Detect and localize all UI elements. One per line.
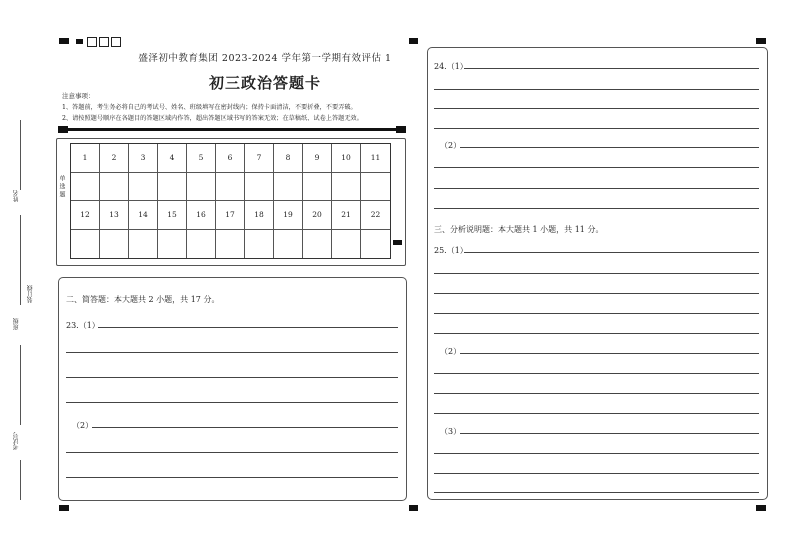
choice-answer-cell[interactable] [129,173,158,202]
answer-line[interactable] [434,273,759,274]
section3-title: 三、分析说明题：本大题共 1 小题，共 11 分。 [434,225,604,234]
q25-3-label: （3） [440,427,462,436]
answer-line[interactable] [434,413,759,414]
q25-2-label: （2） [440,347,462,356]
choice-number: 17 [216,201,245,230]
choice-answer-cell[interactable] [361,230,390,259]
answer-line[interactable] [66,352,398,353]
answer-line[interactable] [434,89,759,90]
card-title: 初三政治答题卡 [208,74,321,92]
choice-number: 7 [245,144,274,173]
choice-answer-cell[interactable] [158,173,187,202]
choice-answer-cell[interactable] [274,173,303,202]
choice-number: 16 [187,201,216,230]
q25-label: 25.（1） [434,246,468,255]
notice-item: 2、请按照题号顺序在各题目的答题区域内作答，超出答题区域书写的答案无效；在草稿纸、试卷上答题无效。 [62,115,363,122]
q24-label: 24.（1） [434,62,468,71]
answer-line[interactable] [434,492,759,493]
section2-panel [58,277,407,501]
choice-number: 8 [274,144,303,173]
alignment-mark [409,505,418,511]
side-name-label: 姓名 [13,190,20,202]
choice-number: 9 [303,144,332,173]
alignment-mark [409,38,418,44]
alignment-mark [58,126,68,133]
q23-2-label: （2） [72,421,94,430]
answer-line[interactable] [434,473,759,474]
choice-number: 15 [158,201,187,230]
choice-label: 单选题 [58,175,65,199]
side-divider [20,120,21,190]
barcode-box [99,37,109,47]
answer-line[interactable] [66,452,398,453]
side-divider [20,215,21,305]
choice-number: 11 [361,144,390,173]
alignment-mark [76,39,83,44]
choice-number: 10 [332,144,361,173]
choice-number: 12 [71,201,100,230]
alignment-mark [396,126,406,133]
answer-line[interactable] [434,167,759,168]
choice-number: 20 [303,201,332,230]
alignment-mark [59,505,69,511]
choice-answer-cell[interactable] [187,173,216,202]
side-divider [20,345,21,425]
choice-answer-cell[interactable] [216,230,245,259]
choice-number: 14 [129,201,158,230]
exam-title: 盛泽初中教育集团 2023-2024 学年第一学期有效评估 1 [138,53,392,64]
choice-answer-cell[interactable] [245,173,274,202]
answer-line[interactable] [434,333,759,334]
answer-line[interactable] [92,427,398,428]
divider-bar [62,128,402,131]
choice-number: 19 [274,201,303,230]
answer-line[interactable] [460,147,759,148]
choice-number: 13 [100,201,129,230]
answer-line[interactable] [434,188,759,189]
answer-line[interactable] [460,433,759,434]
answer-line[interactable] [434,208,759,209]
alignment-mark [59,38,69,44]
choice-number: 5 [187,144,216,173]
choice-number: 6 [216,144,245,173]
answer-line[interactable] [66,377,398,378]
barcode-box [111,37,121,47]
choice-number: 18 [245,201,274,230]
q23-label: 23.（1） [66,321,100,330]
side-examno-label: 考试号 [13,432,20,450]
q24-2-label: （2） [440,141,462,150]
answer-line[interactable] [434,293,759,294]
choice-answer-cell[interactable] [361,173,390,202]
choice-grid [70,143,391,259]
choice-answer-cell[interactable] [129,230,158,259]
choice-answer-cell[interactable] [303,173,332,202]
answer-line[interactable] [66,402,398,403]
answer-line[interactable] [460,353,759,354]
choice-answer-cell[interactable] [332,230,361,259]
answer-line[interactable] [464,68,759,69]
choice-answer-cell[interactable] [216,173,245,202]
choice-number: 2 [100,144,129,173]
answer-line[interactable] [98,327,398,328]
answer-line[interactable] [434,393,759,394]
choice-answer-cell[interactable] [187,230,216,259]
choice-answer-cell[interactable] [100,173,129,202]
choice-answer-cell[interactable] [303,230,332,259]
section2-title: 二、简答题：本大题共 2 小题，共 17 分。 [66,295,220,304]
choice-answer-cell[interactable] [332,173,361,202]
choice-answer-cell[interactable] [158,230,187,259]
choice-number: 4 [158,144,187,173]
choice-answer-cell[interactable] [71,173,100,202]
choice-number: 22 [361,201,390,230]
answer-line[interactable] [434,453,759,454]
alignment-mark [756,38,766,44]
choice-number: 3 [129,144,158,173]
choice-number: 21 [332,201,361,230]
answer-line[interactable] [66,477,398,478]
answer-line[interactable] [464,252,759,253]
choice-answer-cell[interactable] [71,230,100,259]
notice-heading: 注意事项： [62,92,95,100]
alignment-mark [756,505,766,511]
choice-number: 1 [71,144,100,173]
choice-answer-cell[interactable] [245,230,274,259]
side-class-label: 班级 [13,318,20,330]
answer-line[interactable] [434,373,759,374]
choice-answer-cell[interactable] [100,230,129,259]
side-divider [20,460,21,500]
answer-line[interactable] [434,313,759,314]
answer-line[interactable] [434,108,759,109]
side-seal-label: 装订线 [27,285,34,303]
choice-answer-cell[interactable] [274,230,303,259]
barcode-box [87,37,97,47]
notice-item: 1、答题前，考生务必将自己的考试号、姓名、班级填写在密封线内；保持卡面清洁，不要折叠，不要弄破。 [62,104,357,111]
answer-line[interactable] [434,128,759,129]
